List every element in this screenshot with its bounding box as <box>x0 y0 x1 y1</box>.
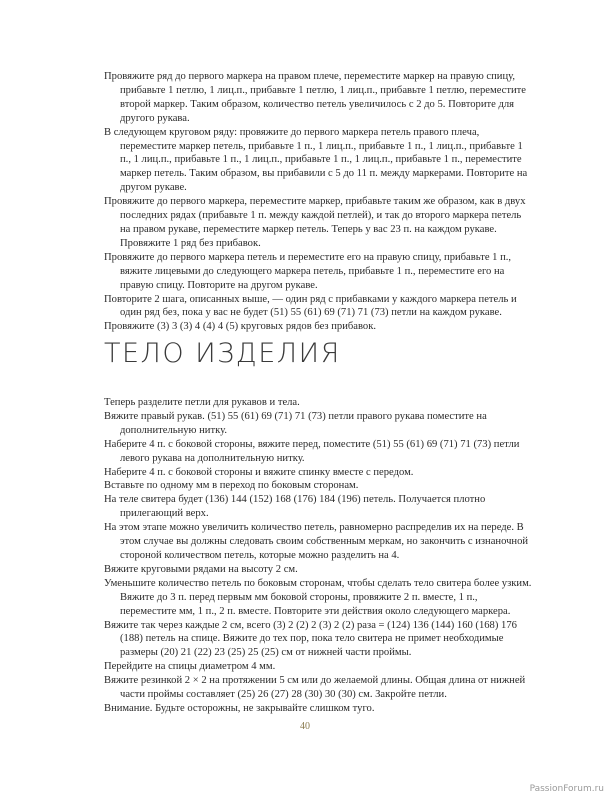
paragraph: Наберите 4 п. с боковой стороны и вяжите спинку вместе с передом. <box>104 466 414 478</box>
page-number: 40 <box>300 721 310 732</box>
paragraph: Провяжите до первого маркера петель и переместите его на правую спицу, прибавьте 1 п., вяжите лицевыми до следующего маркера петель, прибавьте 1 п., переместите его на правую спицу. Повторите на другом рукаве. <box>104 251 512 291</box>
instructions-block-raglan <box>104 70 534 334</box>
paragraph: Вставьте по одному мм в переход по боковым сторонам. <box>104 480 359 492</box>
paragraph: На теле свитера будет (136) 144 (152) 168 (176) 184 (196) петель. Получается плотно прилегающий верх. <box>104 494 486 520</box>
paragraph: Теперь разделите петли для рукавов и тела. <box>104 397 300 408</box>
section-heading: ТЕЛО ИЗДЕЛИЯ <box>104 338 341 369</box>
paragraph: Вяжите резинкой 2 × 2 на протяжении 5 см или до желаемой длины. Общая длина от нижней части проймы составляет (25) 26 (27) 28 (30) 30 (30) см. Закройте петли. <box>104 675 526 701</box>
paragraph: На этом этапе можно увеличить количество петель, равномерно распределив их на переде. В этом случае вы должны следовать своим собственным меркам, но закончить с изнаночной стороной количеством петель, которые можно разделить на 4. <box>104 522 529 561</box>
paragraph: Внимание. Будьте осторожны, не закрывайте слишком туго. <box>104 702 375 714</box>
instructions-block-body <box>104 396 534 716</box>
paragraph: Провяжите (3) 3 (3) 4 (4) 4 (5) круговых рядов без прибавок. <box>104 321 377 333</box>
paragraph: Вяжите так через каждые 2 см, всего (3) 2 (2) 2 (3) 2 (2) раза = (124) 136 (144) 160 (168) 176 (188) петель на спице. Вяжите до тех пор, пока тело свитера не примет необходимые размеры (20) 21 (22) 23 (25) 25 (25) см от нижней части проймы. <box>104 619 517 659</box>
paragraph: Перейдите на спицы диаметром 4 мм. <box>104 661 276 673</box>
paragraph: В следующем круговом ряду: провяжите до первого маркера петель правого плеча, переместите маркер петель, прибавьте 1 п., 1 лиц.п., прибавьте 1 п., 1 лиц.п., прибавьте 1 п., 1 лиц.п., прибавьте 1 п., 1 лиц.п., прибавьте 1 п., 1 лиц.п., прибавьте 1 п., переместите маркер петель. Таким образом, вы прибавили с 5 до 11 п. между маркерами. Повторите на другом рукаве. <box>104 126 528 194</box>
watermark: PassionForum.ru <box>529 784 604 794</box>
paragraph: Провяжите до первого маркера, переместите маркер, прибавьте таким же образом, как в двух последних рядах (прибавьте 1 п. между каждой петлей), и так до второго маркера петель на правом рукаве, переместите маркер петель. Теперь у вас 23 п. на каждом рукаве. Провяжите 1 ряд без прибавок. <box>104 196 526 249</box>
paragraph: Повторите 2 шага, описанных выше, — один ряд с прибавками у каждого маркера петель и один ряд без, пока у вас не будет (51) 55 (61) 69 (71) 71 (73) петли на каждом рукаве. <box>104 293 517 319</box>
paragraph: Вяжите круговыми рядами на высоту 2 см. <box>104 563 298 575</box>
paragraph: Уменьшите количество петель по боковым сторонам, чтобы сделать тело свитера более узким. Вяжите до 3 п. перед первым мм боковой стороны, провяжите 2 п. вместе, 1 п., переместите мм, 1 п., 2 п. вместе. Повторите эти действия около следующего маркера. <box>104 577 532 617</box>
paragraph: Провяжите ряд до первого маркера на правом плече, переместите маркер на правую спицу, прибавьте 1 петлю, 1 лиц.п., прибавьте 1 петлю, 1 лиц.п., прибавьте 1 петлю, переместите второй маркер. Таким образом, количество петель увеличилось с 2 до 5. Повторите для другого рукава. <box>104 71 526 124</box>
paragraph: Вяжите правый рукав. (51) 55 (61) 69 (71) 71 (73) петли правого рукава поместите на дополнительную нитку. <box>104 410 487 436</box>
paragraph: Наберите 4 п. с боковой стороны, вяжите перед, поместите (51) 55 (61) 69 (71) 71 (73) петли левого рукава на дополнительную нитку. <box>104 438 520 464</box>
